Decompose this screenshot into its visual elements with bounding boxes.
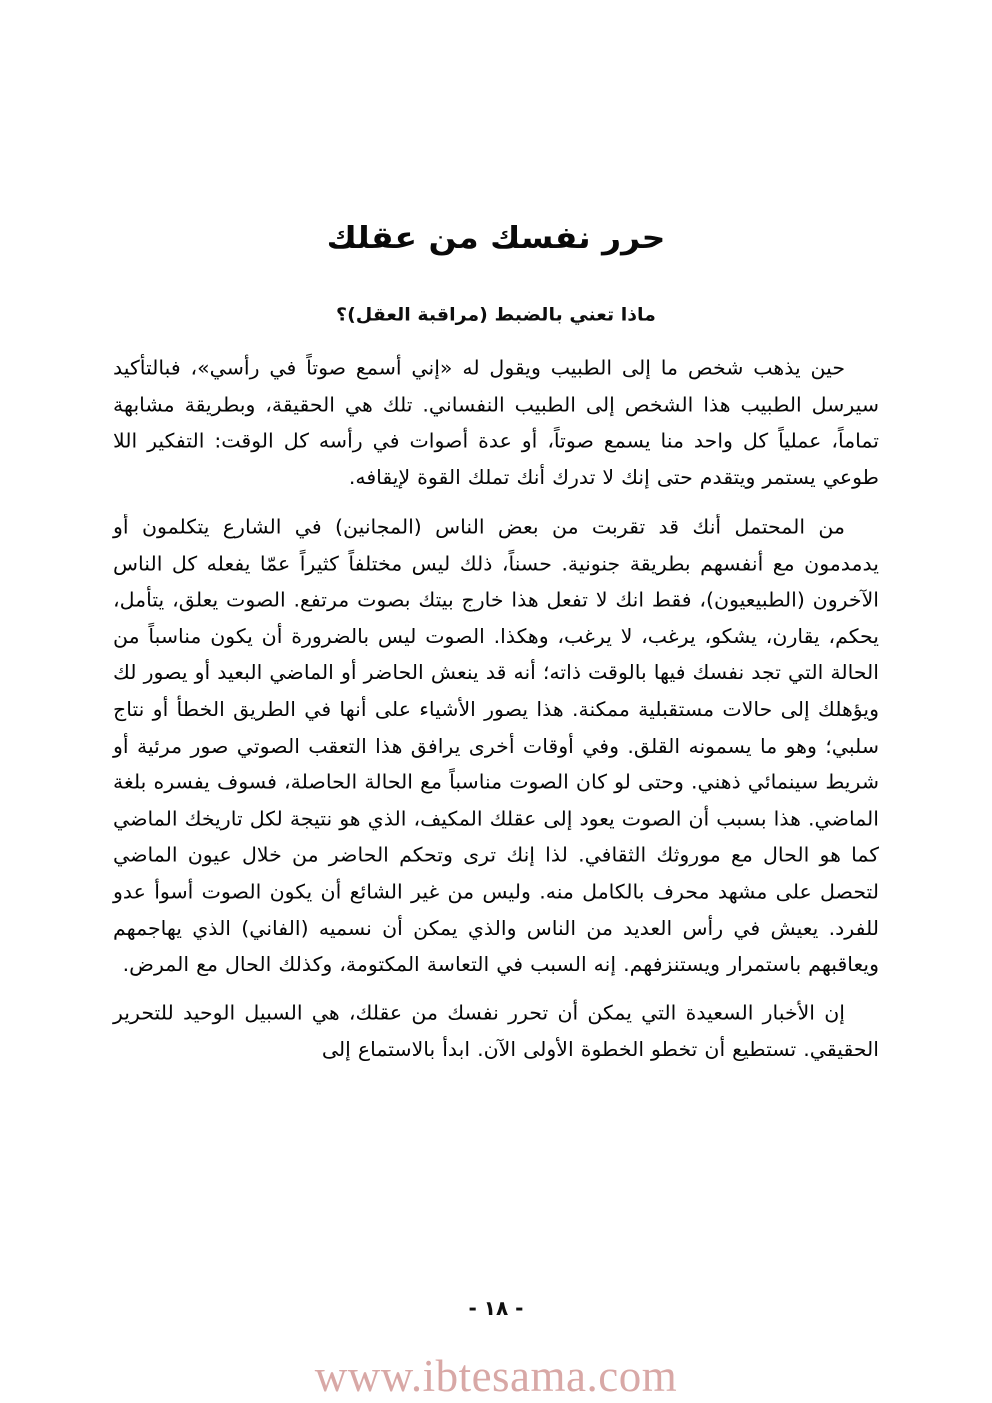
- paragraph-3: إن الأخبار السعيدة التي يمكن أن تحرر نفسك من عقلك، هي السبيل الوحيد للتحرير الحقيقي. تستطيع أن تخطو الخطوة الأولى الآن. ابدأ بالاستماع إلى: [113, 1001, 879, 1061]
- site-watermark: www.ibtesama.com: [314, 1351, 678, 1401]
- paragraph-1: حين يذهب شخص ما إلى الطبيب ويقول له «إني أسمع صوتاً في رأسي»، فبالتأكيد سيرسل الطبيب هذا الشخص إلى الطبيب النفساني. تلك هي الحقيقة، وبطريقة مشابهة تماماً، عملياً كل واحد منا يسمع صوتاً، أو عدة أصوات في رأسه كل الوقت: التفكير اللا طوعي يستمر ويتقدم حتى إنك لا تدرك أنك تملك القوة لإيقافه.: [113, 356, 879, 489]
- body-text-block: [113, 348, 879, 1071]
- paragraph-2: من المحتمل أنك قد تقربت من بعض الناس (المجانين) في الشارع يتكلمون أو يدمدمون مع أنفسهم بطريقة جنونية. حسناً، ذلك ليس مختلفاً كثيراً عمّا يفعله كل الناس الآخرون (الطبيعيون)، فقط انك لا تفعل هذا خارج بيتك بصوت مرتفع. الصوت يعلق، يتأمل، يحكم، يقارن، يشكو، يرغب، لا يرغب، وهكذا. الصوت ليس بالضرورة أن يكون مناسباً من الحالة التي تجد نفسك فيها بالوقت ذاته؛ أنه قد ينعش الحاضر أو الماضي البعيد أو يصور لك ويؤهلك إلى حالات مستقبلية ممكنة. هذا يصور الأشياء على أنها في الطريق الخطأ أو نتاج سلبي؛ وهو ما يسمونه القلق. وفي أوقات أخرى يرافق هذا التعقب الصوتي صور مرئية أو شريط سينمائي ذهني. وحتى لو كان الصوت مناسباً مع الحالة الحاصلة، فسوف يفسره بلغة الماضي. هذا بسبب أن الصوت يعود إلى عقلك المكيف، الذي هو نتيجة لكل تاريخك الماضي كما هو الحال مع موروثك الثقافي. لذا إنك ترى وتحكم الحاضر من خلال عيون الماضي لتحصل على مشهد محرف بالكامل منه. وليس من غير الشائع أن يكون الصوت أسوأ عدو للفرد. يعيش في رأس العديد من الناس والذي يمكن أن نسميه (الفاني) الذي يهاجمهم ويعاقبهم باستمرار ويستنزفهم. إنه السبب في التعاسة المكتومة، وكذلك الحال مع المرض.: [113, 515, 879, 977]
- page-number: - ١٨ -: [468, 1296, 524, 1320]
- section-subtitle: ماذا تعني بالضبط (مراقبة العقل)؟: [336, 304, 656, 326]
- page-title: حرر نفسك من عقلك: [326, 219, 666, 256]
